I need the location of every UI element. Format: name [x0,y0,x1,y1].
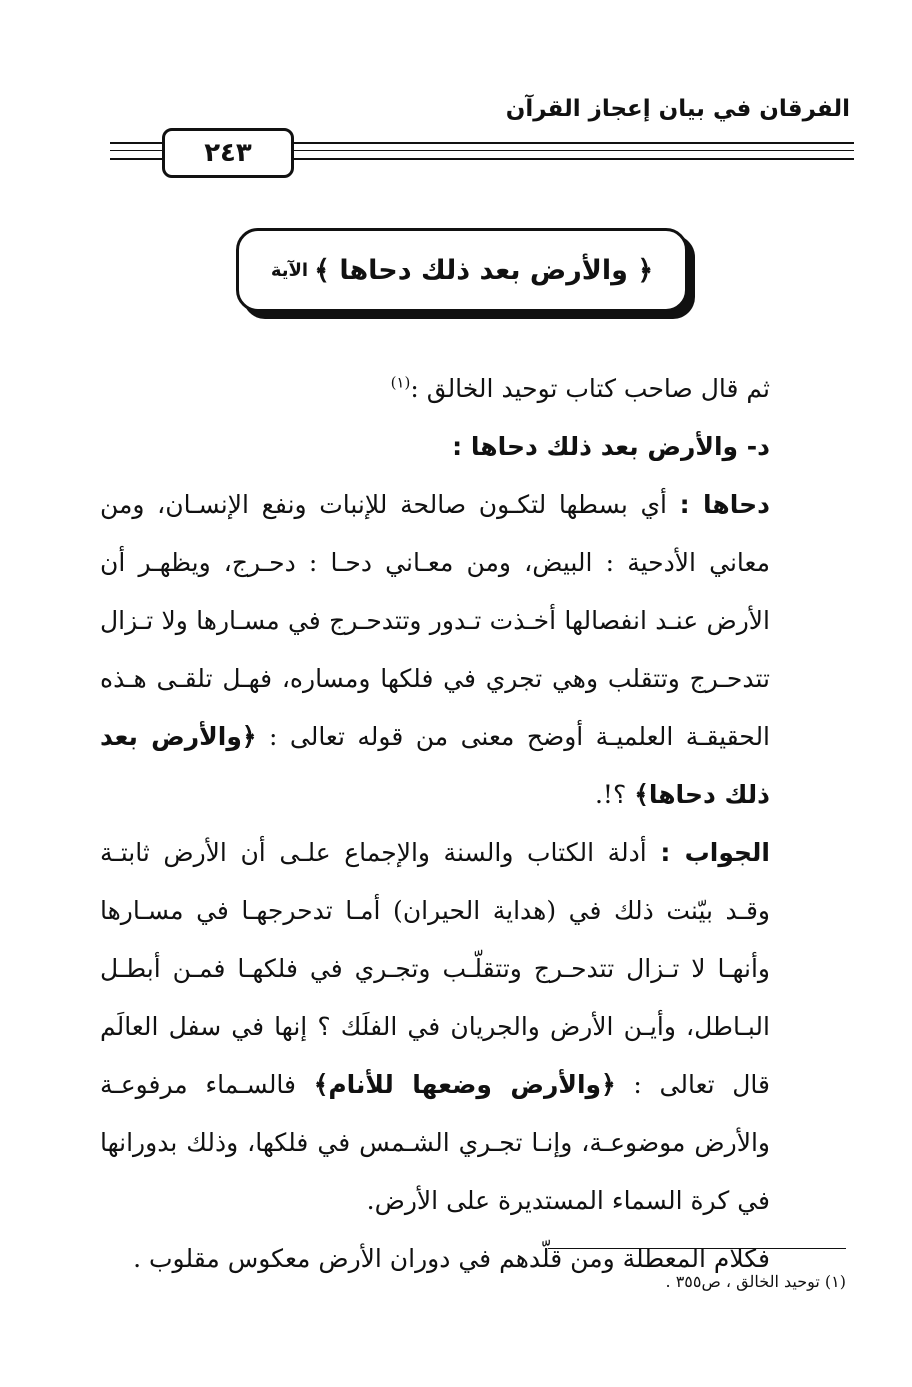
intro-footnote-ref: (١) [390,373,411,392]
p2-text-b: فالسـماء مرفوعـة والأرض موضوعـة، وإنـا تجـري الشـمس في فلكها، وذلك بدورانها في كرة السماء المستديرة على الأرض. [100,1070,770,1215]
p2-label: الجواب : [660,838,770,867]
p1-quote: ﴿والأرض بعد ذلك دحاها﴾ [100,722,770,809]
section-tag: الآية [270,259,309,281]
section-title: ﴿ والأرض بعد ذلك دحاها ﴾ [314,254,654,286]
section-title-box [236,228,688,312]
footnote-rule [548,1248,846,1249]
p2-quote: ﴿والأرض وضعها للأنام﴾ [313,1070,616,1099]
paragraph-3: فكلام المعطلة ومن قلّدهم في دوران الأرض معكوس مقلوب . [133,1244,770,1273]
running-header-title: الفرقان في بيان إعجاز القرآن [505,96,850,122]
intro-line [100,360,810,418]
page-number-box [162,128,294,178]
p1-text: أي بسطها لتكـون صالحة للإنبات ونفع الإنسـان، ومن معاني الأدحية : البيض، ومن معـاني دحـا : دحـرج، ويظهـر أن الأرض عنـد انفصالها أخـذت تـدور وتتدحـرج في مسـارها ولا تـزال تتدحـرج وتتقلب وهي تجري في فلكها ومساره، فهـل تلقـى هـذه الحقيقـة العلميـة أوضح معنى من قوله تعالى : [100,490,771,751]
paragraph-1 [100,476,810,824]
p1-label: دحاها : [679,490,770,519]
footnote: (١) توحيد الخالق ، ص٣٥٥ . [665,1272,846,1291]
subheading: د- والأرض بعد ذلك دحاها : [452,432,770,461]
p2-text-a: أدلة الكتاب والسنة والإجماع علـى أن الأرض ثابتـة وقـد بيّنت ذلك في (هداية الحيران) أمـا تدحرجهـا في مسـارها وأنهـا لا تـزال تتدحـرج وتتقلّـب وتجـري في فلكهـا فمـن أبطـل البـاطل، وأيـن الأرض والجريان في الفلَك ؟ إنها في سفل العالَم قال تعالى : [100,838,771,1099]
intro-text: ثم قال صاحب كتاب توحيد الخالق : [410,374,770,403]
p1-end: ؟!. [594,780,627,809]
page-number: ٢٤٣ [204,138,252,168]
header-rule-group [110,128,854,178]
body-text [100,360,810,1288]
paragraph-2 [100,824,810,1230]
